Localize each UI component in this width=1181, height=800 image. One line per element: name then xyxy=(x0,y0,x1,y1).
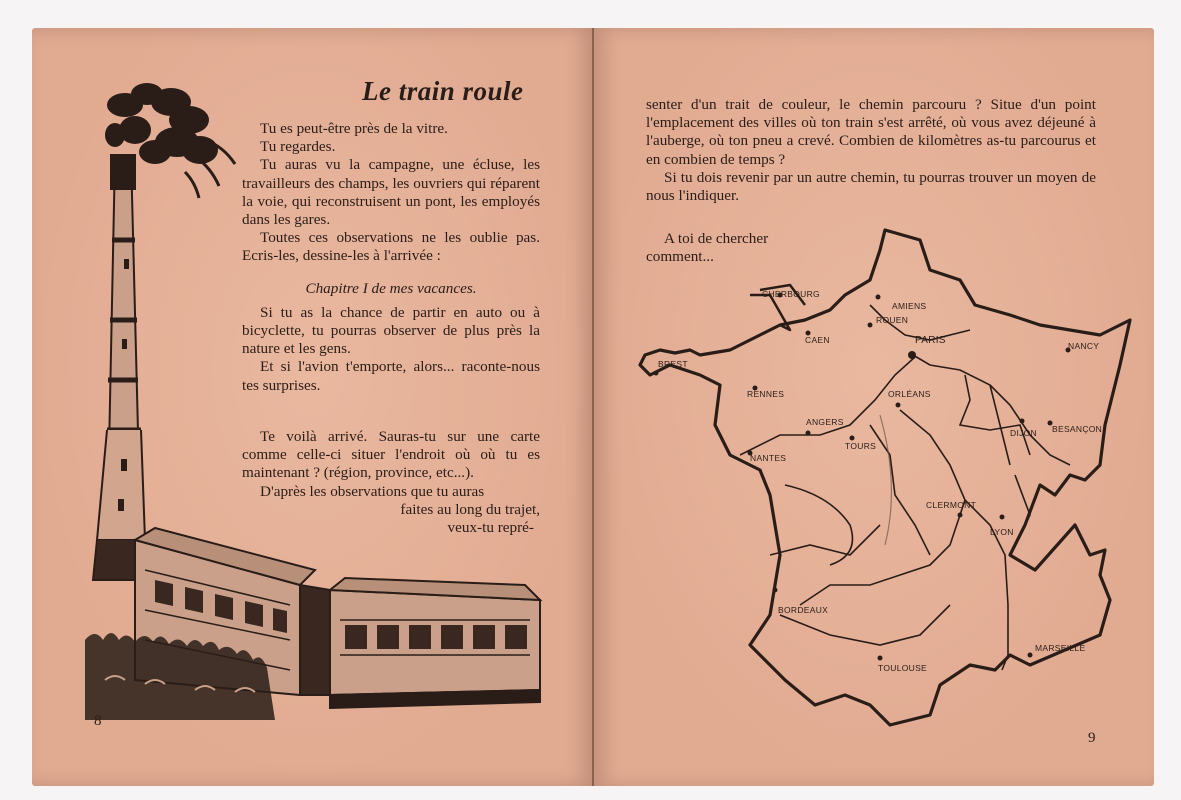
page-title: Le train roule xyxy=(362,76,524,106)
chapter-heading: Chapitre I de mes vacances. xyxy=(305,279,477,297)
page-number-left: 8 xyxy=(94,713,102,729)
city-label-caen: CAEN xyxy=(805,335,830,345)
paragraph: Si tu as la chance de partir en auto ou à bicyclette, tu pourras observer de plus près la nature et les gens. xyxy=(242,303,540,358)
paragraph: Si tu dois revenir par un autre chemin, tu pourras trouver un moyen de nous l'indiquer. xyxy=(646,168,1096,205)
paragraph: Et si l'avion t'emporte, alors... raconte-nous tes surprises. xyxy=(242,358,540,394)
paragraph: A toi de chercher xyxy=(664,230,769,247)
city-label-angers: ANGERS xyxy=(806,417,844,427)
paragraph: senter d'un trait de couleur, le chemin parcouru ? Situe d'un point l'emplacement des villes où ton train s'est arrêté, où vous avez déjeuné à l'auberge, où ton pneu a crevé. Combien de kilomètres as-tu parcourus et en combien de temps ? xyxy=(646,96,1096,168)
left-text-block-1 xyxy=(242,120,540,395)
paragraph: veux-tu repré- xyxy=(447,519,534,537)
paragraph: faites au long du trajet, xyxy=(400,500,540,518)
city-label-paris: PARIS xyxy=(915,335,946,346)
city-label-nantes: NANTES xyxy=(750,453,787,463)
city-label-nancy: NANCY xyxy=(1068,341,1100,351)
drawn-route xyxy=(880,415,891,545)
city-label-clermont: CLERMONT xyxy=(926,500,977,510)
city-label-cherbourg: CHERBOURG xyxy=(762,289,820,299)
city-label-orleans: ORLÉANS xyxy=(888,389,931,399)
right-text-block xyxy=(646,96,1096,205)
paragraph: Tu es peut-être près de la vitre. xyxy=(260,120,448,137)
map-borders-and-rivers xyxy=(740,305,1070,670)
paragraph: D'après les observations que tu auras xyxy=(260,482,485,500)
chimney-stack xyxy=(93,155,155,580)
france-map xyxy=(630,225,1150,735)
city-label-lyon: LYON xyxy=(990,527,1014,537)
paragraph: Tu auras vu la campagne, une écluse, les travailleurs des champs, les ouvriers qui réparent la voie, qui reconstruisent un pont, les employés dans les gares. xyxy=(242,156,540,229)
left-text-block-2 xyxy=(242,428,540,537)
city-label-bordeaux: BORDEAUX xyxy=(778,605,829,615)
city-label-rennes: RENNES xyxy=(747,389,785,399)
city-label-toulouse: TOULOUSE xyxy=(878,663,928,673)
paris-marker xyxy=(908,351,916,359)
paragraph: Te voilà arrivé. Sauras-tu sur une carte comme celle-ci situer l'endroit où où tu es maintenant ? (région, province, etc...). xyxy=(242,428,540,482)
city-label-besancon: BESANÇON xyxy=(1052,424,1103,434)
city-label-amiens: AMIENS xyxy=(892,301,927,311)
city-label-tours: TOURS xyxy=(845,441,877,451)
paragraph: comment... xyxy=(646,248,714,266)
paragraph: Tu regardes. xyxy=(260,138,336,156)
city-label-rouen: ROUEN xyxy=(876,315,909,325)
map-city-labels xyxy=(658,289,1102,673)
city-label-marseille: MARSEILLE xyxy=(1035,643,1086,653)
paragraph: Toutes ces observations ne les oublie pas. Ecris-les, dessine-les à l'arrivée : xyxy=(242,229,540,265)
page-number-right: 9 xyxy=(1088,730,1096,746)
city-label-brest: BREST xyxy=(658,359,688,369)
city-label-dijon: DIJON xyxy=(1010,428,1037,438)
